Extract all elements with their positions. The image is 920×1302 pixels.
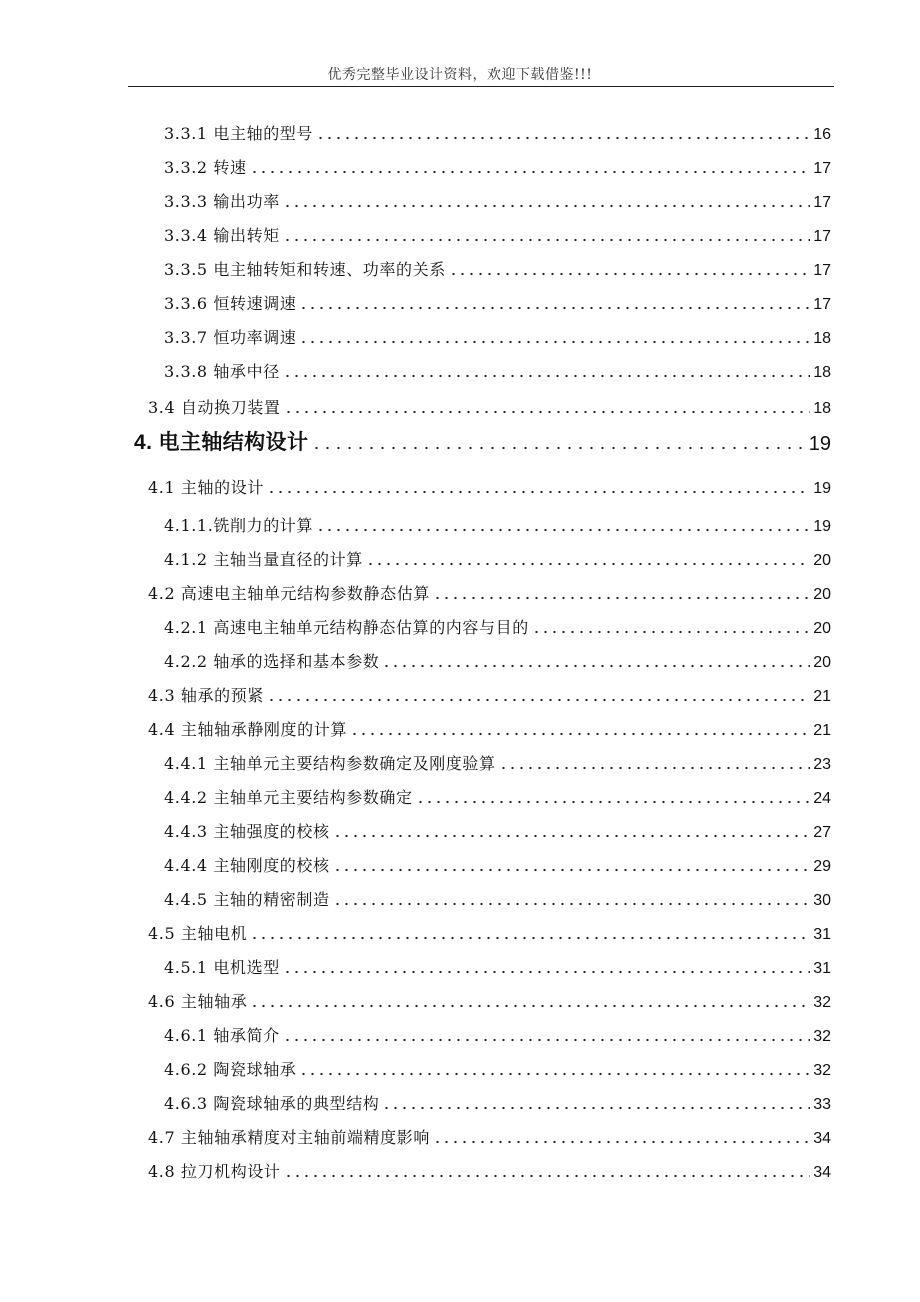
toc-entry-page-number: 19 [813,518,831,535]
toc-leader-dots [283,238,810,242]
toc-entry[interactable] [148,468,831,498]
toc-leader-dots [316,136,810,140]
toc-entry-label: 3.3.6 恒转速调速 [164,294,297,313]
toc-entry[interactable] [164,352,831,382]
toc-leader-dots [299,1072,810,1076]
toc-entry-page-number: 23 [813,756,831,773]
toc-entry[interactable] [164,540,831,570]
page-header: 优秀完整毕业设计资料，欢迎下载借鉴!!! [327,67,593,83]
toc-entry-label: 4.6 主轴轴承 [148,992,248,1011]
toc-entry-label: 4. 电主轴结构设计 [134,431,309,454]
toc-entry-label: 4.2.1 高速电主轴单元结构静态估算的内容与目的 [164,618,529,637]
toc-entry-page-number: 18 [813,400,831,417]
toc-leader-dots [299,340,810,344]
toc-entry[interactable] [148,388,831,418]
toc-entry[interactable] [148,1152,831,1182]
toc-entry-page-number: 20 [813,654,831,671]
toc-entry-label: 3.4 自动换刀装置 [148,398,281,417]
toc-leader-dots [382,1106,810,1110]
toc-entry-label: 4.6.2 陶瓷球轴承 [164,1060,297,1079]
toc-entry[interactable] [164,1050,831,1080]
toc-entry-page-number: 20 [813,586,831,603]
toc-entry[interactable] [148,914,831,944]
toc-entry[interactable] [164,318,831,348]
toc-entry-page-number: 29 [813,858,831,875]
toc-entry[interactable] [164,812,831,842]
toc-entry-label: 4.3 轴承的预紧 [148,686,264,705]
toc-entry-page-number: 17 [813,194,831,211]
toc-leader-dots [333,902,810,906]
toc-entry-label: 4.2.2 轴承的选择和基本参数 [164,652,380,671]
toc-leader-dots [311,446,805,450]
toc-entry-page-number: 21 [813,722,831,739]
toc-entry[interactable] [164,846,831,876]
toc-entry-page-number: 30 [813,892,831,909]
toc-entry-page-number: 17 [813,228,831,245]
toc-entry-page-number: 21 [813,688,831,705]
toc-leader-dots [433,596,810,600]
toc-leader-dots [532,630,810,634]
toc-entry-page-number: 18 [813,330,831,347]
toc-leader-dots [316,528,810,532]
toc-leader-dots [299,306,810,310]
toc-leader-dots [267,698,810,702]
toc-entry-label: 4.5 主轴电机 [148,924,248,943]
toc-leader-dots [333,834,810,838]
toc-entry-label: 4.4.3 主轴强度的校核 [164,822,330,841]
toc-entry[interactable] [164,778,831,808]
toc-leader-dots [267,490,810,494]
toc-entry-page-number: 32 [813,994,831,1011]
toc-entry-page-number: 18 [813,364,831,381]
toc-entry-page-number: 34 [813,1130,831,1147]
toc-leader-dots [283,970,810,974]
toc-entry-page-number: 19 [808,433,831,455]
toc-entry-label: 4.7 主轴轴承精度对主轴前端精度影响 [148,1128,430,1147]
toc-entry-page-number: 33 [813,1096,831,1113]
toc-entry-page-number: 32 [813,1062,831,1079]
toc-entry-page-number: 17 [813,296,831,313]
toc-leader-dots [449,272,810,276]
toc-entry-label: 3.3.7 恒功率调速 [164,328,297,347]
toc-leader-dots [382,664,810,668]
toc-entry-label: 3.3.4 输出转矩 [164,226,280,245]
toc-entry-label: 4.4.2 主轴单元主要结构参数确定 [164,788,413,807]
toc-entry[interactable] [164,216,831,246]
toc-entry-page-number: 20 [813,552,831,569]
toc-entry[interactable] [164,284,831,314]
toc-entry[interactable] [148,676,831,706]
toc-entry-label: 3.3.2 转速 [164,158,247,177]
toc-entry-page-number: 20 [813,620,831,637]
toc-entry-label: 4.6.3 陶瓷球轴承的典型结构 [164,1094,380,1113]
toc-leader-dots [250,936,810,940]
toc-entry-label: 3.3.8 轴承中径 [164,362,280,381]
toc-entry-page-number: 31 [813,960,831,977]
toc-entry-label: 3.3.3 输出功率 [164,192,280,211]
toc-entry[interactable] [148,982,831,1012]
toc-entry[interactable] [148,710,831,740]
toc-entry-page-number: 24 [813,790,831,807]
toc-entry-label: 4.6.1 轴承简介 [164,1026,280,1045]
toc-entry[interactable] [134,420,831,456]
toc-leader-dots [499,766,810,770]
toc-leader-dots [283,374,810,378]
toc-entry[interactable] [164,148,831,178]
toc-entry-label: 4.2 高速电主轴单元结构参数静态估算 [148,584,430,603]
toc-entry-label: 4.4 主轴轴承静刚度的计算 [148,720,347,739]
toc-entry[interactable] [164,250,831,280]
toc-entry-label: 4.5.1 电机选型 [164,958,280,977]
toc-entry[interactable] [164,642,831,672]
toc-leader-dots [284,410,810,414]
toc-entry[interactable] [164,182,831,212]
toc-entry[interactable] [164,744,831,774]
toc-entry-label: 4.1.1.铣削力的计算 [164,516,313,535]
toc-leader-dots [366,562,810,566]
toc-entry[interactable] [164,1084,831,1114]
toc-entry-label: 3.3.5 电主轴转矩和转速、功率的关系 [164,260,446,279]
toc-entry[interactable] [164,114,831,144]
toc-entry-page-number: 31 [813,926,831,943]
toc-entry-page-number: 16 [813,126,831,143]
toc-entry-label: 4.1.2 主轴当量直径的计算 [164,550,363,569]
toc-leader-dots [433,1140,810,1144]
toc-leader-dots [416,800,810,804]
toc-entry[interactable] [164,880,831,910]
toc-entry[interactable] [164,506,831,536]
toc-entry-page-number: 17 [813,262,831,279]
toc-entry[interactable] [164,608,831,638]
toc-entry-label: 4.4.1 主轴单元主要结构参数确定及刚度验算 [164,754,496,773]
toc-entry[interactable] [164,1016,831,1046]
toc-entry-page-number: 17 [813,160,831,177]
toc-leader-dots [284,1174,810,1178]
toc-leader-dots [350,732,810,736]
toc-entry-label: 4.8 拉刀机构设计 [148,1162,281,1181]
toc-leader-dots [250,170,810,174]
toc-entry-page-number: 34 [813,1164,831,1181]
header-rule [128,86,834,87]
toc-leader-dots [333,868,810,872]
toc-leader-dots [283,204,810,208]
toc-entry-page-number: 27 [813,824,831,841]
toc-entry[interactable] [148,1118,831,1148]
toc-leader-dots [283,1038,810,1042]
toc-entry-page-number: 19 [813,480,831,497]
toc-entry-page-number: 32 [813,1028,831,1045]
toc-leader-dots [250,1004,810,1008]
toc-entry-label: 4.1 主轴的设计 [148,478,264,497]
toc-entry-label: 4.4.4 主轴刚度的校核 [164,856,330,875]
toc-entry[interactable] [148,574,831,604]
toc-entry-label: 3.3.1 电主轴的型号 [164,124,313,143]
toc-entry-label: 4.4.5 主轴的精密制造 [164,890,330,909]
toc-entry[interactable] [164,948,831,978]
